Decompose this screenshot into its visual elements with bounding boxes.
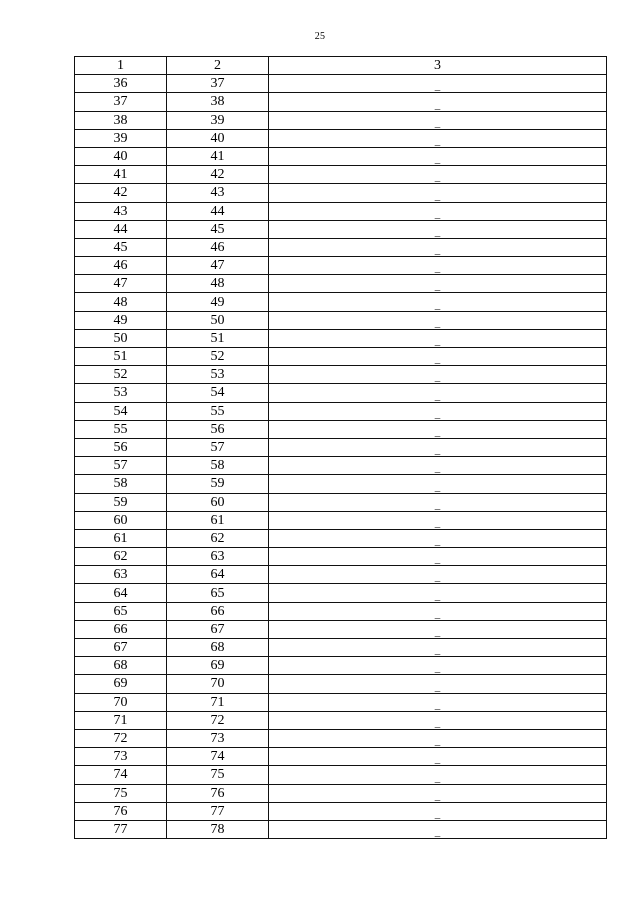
table-cell-col-3: _ [269,620,607,638]
table-row [75,548,607,566]
table-cell-col-1: 54 [75,402,167,420]
table-cell-col-3: _ [269,257,607,275]
table-row [75,202,607,220]
table-row [75,475,607,493]
table-cell-col-1: 52 [75,366,167,384]
table-row [75,93,607,111]
table-cell-col-3: _ [269,329,607,347]
table-cell-col-3: _ [269,729,607,747]
header-row [75,57,607,75]
table-row [75,366,607,384]
table-cell-col-1: 36 [75,75,167,93]
table-cell-col-3: _ [269,475,607,493]
table-cell-col-3: _ [269,548,607,566]
table-cell-col-1: 71 [75,711,167,729]
table-row [75,675,607,693]
page-number: 25 [314,31,326,42]
table-cell-col-1: 63 [75,566,167,584]
table-row [75,748,607,766]
table-cell-col-1: 55 [75,420,167,438]
table-cell-col-3: _ [269,111,607,129]
table-row [75,711,607,729]
table-row [75,129,607,147]
table-cell-col-3: _ [269,457,607,475]
table-row [75,457,607,475]
table-cell-col-2: 53 [167,366,269,384]
table-row [75,784,607,802]
table-cell-col-1: 42 [75,184,167,202]
table-cell-col-2: 64 [167,566,269,584]
table-row [75,657,607,675]
table-cell-col-1: 40 [75,147,167,165]
table-cell-col-1: 68 [75,657,167,675]
table-cell-col-1: 50 [75,329,167,347]
table-cell-col-3: _ [269,420,607,438]
table-cell-col-3: _ [269,584,607,602]
table-row [75,602,607,620]
table-cell-col-2: 73 [167,729,269,747]
table-row [75,729,607,747]
table-cell-col-1: 65 [75,602,167,620]
table-cell-col-1: 67 [75,639,167,657]
table-row [75,766,607,784]
table-cell-col-3: _ [269,529,607,547]
table-cell-col-1: 62 [75,548,167,566]
table-cell-col-2: 50 [167,311,269,329]
table-cell-col-1: 73 [75,748,167,766]
table-cell-col-2: 75 [167,766,269,784]
table-row [75,820,607,838]
table-cell-col-3: _ [269,238,607,256]
table-cell-col-2: 48 [167,275,269,293]
table-row [75,329,607,347]
table-cell-col-3: _ [269,402,607,420]
column-header-1: 1 [75,57,167,75]
table-cell-col-3: _ [269,711,607,729]
table-cell-col-3: _ [269,784,607,802]
table-cell-col-3: _ [269,438,607,456]
table-cell-col-3: _ [269,75,607,93]
table-cell-col-3: _ [269,566,607,584]
table-body [75,75,607,839]
table-cell-col-2: 47 [167,257,269,275]
table-row [75,275,607,293]
table-row [75,238,607,256]
column-header-2: 2 [167,57,269,75]
table-cell-col-2: 39 [167,111,269,129]
table-cell-col-2: 70 [167,675,269,693]
table-cell-col-1: 76 [75,802,167,820]
table-cell-col-3: _ [269,184,607,202]
table-row [75,257,607,275]
table-row [75,384,607,402]
table-cell-col-2: 67 [167,620,269,638]
table-cell-col-1: 49 [75,311,167,329]
table-cell-col-3: _ [269,657,607,675]
table-cell-col-1: 43 [75,202,167,220]
table-cell-col-2: 61 [167,511,269,529]
table-row [75,620,607,638]
table-cell-col-2: 72 [167,711,269,729]
table-cell-col-2: 71 [167,693,269,711]
table-cell-col-1: 57 [75,457,167,475]
table-cell-col-3: _ [269,220,607,238]
table-cell-col-1: 72 [75,729,167,747]
table-row [75,802,607,820]
table-row [75,402,607,420]
table-cell-col-3: _ [269,366,607,384]
table-cell-col-2: 76 [167,784,269,802]
table-cell-col-2: 38 [167,93,269,111]
table-row [75,493,607,511]
table-cell-col-2: 68 [167,639,269,657]
table-row [75,75,607,93]
table-row [75,420,607,438]
table-row [75,166,607,184]
table-cell-col-1: 64 [75,584,167,602]
table-cell-col-1: 38 [75,111,167,129]
table-row [75,529,607,547]
table-cell-col-3: _ [269,675,607,693]
table-cell-col-2: 51 [167,329,269,347]
table-cell-col-1: 46 [75,257,167,275]
table-cell-col-2: 49 [167,293,269,311]
table-cell-col-2: 62 [167,529,269,547]
table-cell-col-2: 43 [167,184,269,202]
table-cell-col-2: 59 [167,475,269,493]
table-cell-col-2: 65 [167,584,269,602]
table-cell-col-3: _ [269,639,607,657]
table-cell-col-1: 45 [75,238,167,256]
table-cell-col-3: _ [269,384,607,402]
table-cell-col-1: 69 [75,675,167,693]
table-cell-col-2: 66 [167,602,269,620]
table-row [75,511,607,529]
table-cell-col-3: _ [269,147,607,165]
table-cell-col-1: 66 [75,620,167,638]
column-header-3: 3 [269,57,607,75]
table-cell-col-2: 55 [167,402,269,420]
table-cell-col-1: 60 [75,511,167,529]
table-cell-col-3: _ [269,93,607,111]
table-cell-col-1: 61 [75,529,167,547]
table-cell-col-1: 48 [75,293,167,311]
table-cell-col-1: 51 [75,348,167,366]
table-cell-col-3: _ [269,766,607,784]
table-cell-col-1: 39 [75,129,167,147]
table-cell-col-2: 37 [167,75,269,93]
table-cell-col-2: 74 [167,748,269,766]
table-cell-col-2: 78 [167,820,269,838]
table-cell-col-1: 74 [75,766,167,784]
table-row [75,566,607,584]
table-cell-col-3: _ [269,511,607,529]
table-cell-col-3: _ [269,602,607,620]
data-table [74,56,607,839]
table-cell-col-2: 42 [167,166,269,184]
table-row [75,438,607,456]
table-cell-col-3: _ [269,129,607,147]
table-cell-col-2: 45 [167,220,269,238]
table-cell-col-2: 52 [167,348,269,366]
table-row [75,584,607,602]
table-row [75,348,607,366]
table-row [75,111,607,129]
table-row [75,184,607,202]
table-row [75,293,607,311]
table-cell-col-2: 41 [167,147,269,165]
table-cell-col-1: 70 [75,693,167,711]
table-row [75,220,607,238]
table-cell-col-2: 63 [167,548,269,566]
table-cell-col-2: 46 [167,238,269,256]
table-cell-col-1: 77 [75,820,167,838]
table-cell-col-3: _ [269,348,607,366]
table-cell-col-3: _ [269,493,607,511]
table-cell-col-3: _ [269,293,607,311]
table-cell-col-3: _ [269,802,607,820]
table-cell-col-1: 53 [75,384,167,402]
table-cell-col-2: 40 [167,129,269,147]
table-cell-col-3: _ [269,820,607,838]
table-cell-col-2: 44 [167,202,269,220]
table-cell-col-3: _ [269,748,607,766]
table-cell-col-2: 77 [167,802,269,820]
table-cell-col-3: _ [269,166,607,184]
table-cell-col-1: 37 [75,93,167,111]
table-row [75,639,607,657]
table-cell-col-3: _ [269,693,607,711]
table-cell-col-2: 60 [167,493,269,511]
table-cell-col-2: 56 [167,420,269,438]
table-cell-col-1: 58 [75,475,167,493]
table-cell-col-3: _ [269,311,607,329]
table-cell-col-1: 56 [75,438,167,456]
table-row [75,311,607,329]
table-cell-col-1: 59 [75,493,167,511]
table-cell-col-2: 58 [167,457,269,475]
table-cell-col-1: 75 [75,784,167,802]
table-row [75,693,607,711]
table-cell-col-2: 69 [167,657,269,675]
table-row [75,147,607,165]
table-cell-col-2: 57 [167,438,269,456]
table-cell-col-1: 44 [75,220,167,238]
table-cell-col-3: _ [269,202,607,220]
table-cell-col-2: 54 [167,384,269,402]
table-cell-col-1: 41 [75,166,167,184]
table-cell-col-3: _ [269,275,607,293]
table-cell-col-1: 47 [75,275,167,293]
